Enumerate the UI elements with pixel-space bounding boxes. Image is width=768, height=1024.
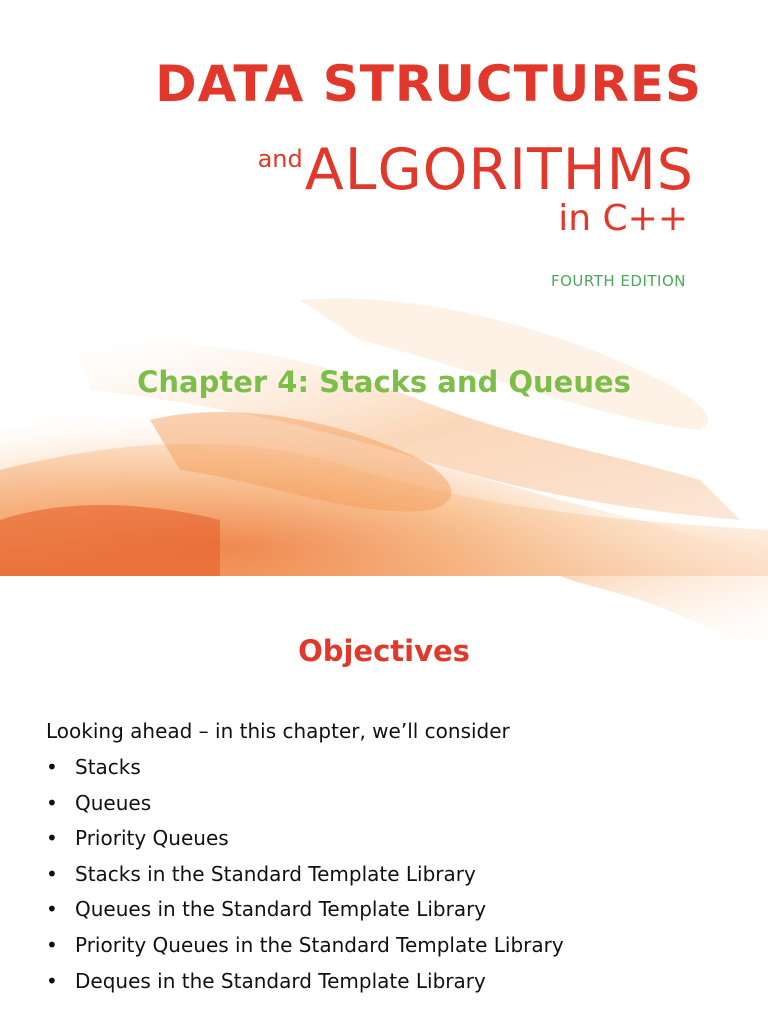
bullet-icon: • (46, 897, 58, 922)
list-item-text: Deques in the Standard Template Library (75, 968, 486, 993)
bullet-icon: • (46, 826, 58, 851)
list-item-text: Priority Queues (75, 826, 229, 851)
list-item-text: Stacks (75, 755, 141, 779)
list-item-text: Priority Queues in the Standard Template Library (75, 932, 564, 957)
book-title-language: in C++ (558, 198, 688, 239)
list-item (46, 824, 564, 860)
list-item (46, 967, 564, 1003)
book-title-and: and (257, 145, 303, 173)
objectives-list (46, 753, 564, 1002)
book-title-algorithms: ALGORITHMS (304, 137, 694, 203)
bullet-icon: • (46, 790, 58, 815)
list-item-text: Queues (75, 790, 152, 815)
chapter-title: Chapter 4: Stacks and Queues (137, 365, 631, 399)
bullet-icon: • (46, 861, 58, 886)
book-edition: FOURTH EDITION (550, 272, 686, 290)
list-item-text: Stacks in the Standard Template Library (75, 861, 476, 886)
list-item (46, 860, 564, 896)
list-item-text: Queues in the Standard Template Library (75, 897, 487, 922)
book-title-data-structures: DATA STRUCTURES (155, 55, 702, 113)
list-item (46, 789, 564, 825)
objectives-heading: Objectives (298, 634, 470, 668)
list-item (46, 931, 564, 967)
list-item (46, 895, 564, 931)
list-item (46, 753, 564, 789)
bullet-icon: • (46, 968, 58, 993)
objectives-lead: Looking ahead – in this chapter, we’ll consider (46, 719, 510, 743)
bullet-icon: • (46, 932, 58, 957)
objectives-slide (0, 576, 768, 1024)
bullet-icon: • (46, 755, 58, 779)
